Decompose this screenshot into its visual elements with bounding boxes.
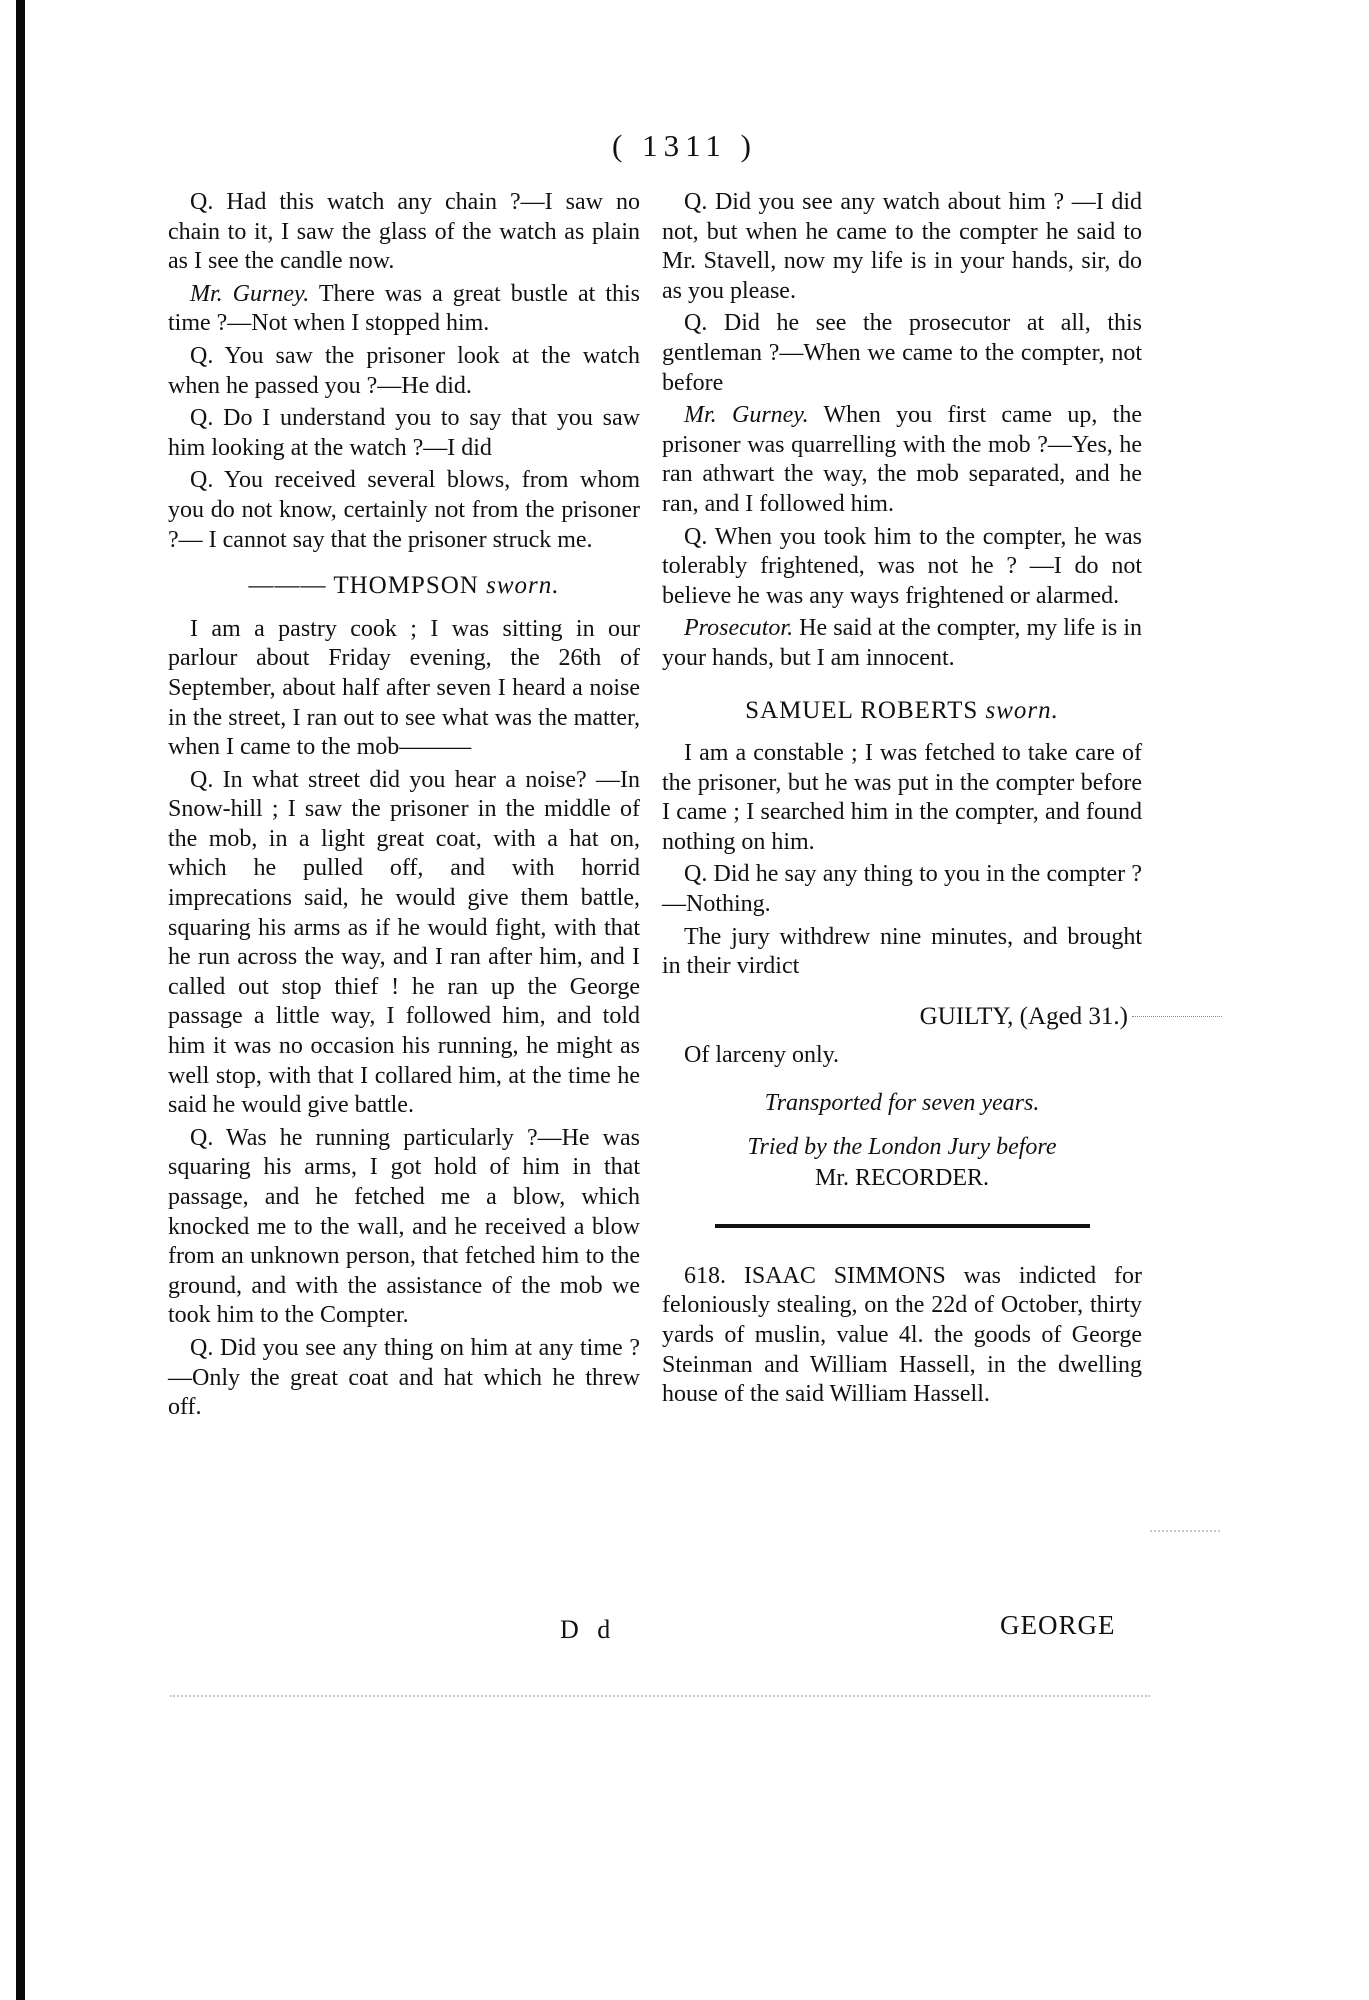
speaker-name: Prosecutor. — [684, 615, 794, 642]
binding-edge — [16, 0, 25, 2000]
right-column — [662, 188, 1142, 1413]
signature-mark: D d — [560, 1615, 617, 1644]
paragraph: Q. In what street did you hear a noise? —In Snow-hill ; I saw the prisoner in the middle of the mob, in a light great coat, with a hat on, which he pulled off, and with horrid imprecations said, he would give them battle, squaring his arms as if he would fight, with that he run across the way, and I ran after him, and I called out stop thief ! he ran up the George passage a little way, I followed him, and told him it was no occasion his running, he might as well stop, with that I collared him, at the time he said he would give battle. — [168, 766, 640, 1119]
paragraph-text: There was a great bustle at this time ?—Not when I stopped him. — [168, 280, 640, 337]
witness-heading — [662, 696, 1142, 726]
catchword: GEORGE — [1000, 1610, 1116, 1640]
witness-name: SAMUEL ROBERTS — [745, 696, 986, 724]
scan-specks — [170, 1695, 1150, 1697]
sworn-label: sworn. — [486, 572, 560, 600]
paragraph: Q. Did you see any watch about him ? —I did not, but when he came to the compter he said to Mr. Stavell, now my life is in your hands, sir, do as you please. — [662, 189, 1142, 304]
paragraph — [168, 280, 640, 339]
paragraph: The jury withdrew nine minutes, and brought in their virdict — [662, 923, 1142, 980]
paragraph: Q. Did he see the prosecutor at all, this gentleman ?—When we came to the compter, not before — [662, 310, 1142, 396]
paragraph-text: When you first came up, the prisoner was quarrelling with the mob ?—Yes, he ran athwart the way, the mob separated, and he ran, and I followed him. — [662, 402, 1142, 517]
witness-name: ——— THOMPSON — [248, 572, 487, 600]
page-number: ( 1311 ) — [612, 128, 757, 163]
sentence: Transported for seven years. — [764, 1090, 1040, 1117]
paragraph: Q. You saw the prisoner look at the watch when he passed you ?—He did. — [168, 342, 640, 399]
paragraph: Q. Was he running particularly ?—He was squaring his arms, I got hold of him in that passage, and he fetched me a blow, which knocked me to the wall, and he received a blow from an unknown person, that fetched him to the ground, and with the assistance of the mob we took him to the Compter. — [168, 1124, 640, 1329]
verdict-text: GUILTY, (Aged 31.) — [919, 1002, 1128, 1030]
left-column — [168, 188, 640, 1426]
paragraph: I am a constable ; I was fetched to take care of the prisoner, but he was put in the compter before I came ; I searched him in the compter, and found nothing on him. — [662, 740, 1142, 855]
tried-before-judge: Mr. RECORDER. — [814, 1165, 990, 1192]
paragraph: Q. Do I understand you to say that you saw him looking at the watch ?—I did — [168, 405, 640, 461]
witness-heading — [168, 571, 640, 601]
speaker-name: Mr. Gurney. — [684, 402, 809, 429]
paragraph: I am a pastry cook ; I was sitting in our parlour about Friday evening, the 26th of September, about half after seven I heard a noise in the street, I ran out to see what was the matter, when I came to the mob——— — [168, 615, 640, 761]
paragraph: Q. Did you see any thing on him at any time ?—Only the great coat and hat which he threw off. — [168, 1334, 640, 1421]
paragraph: Q. You received several blows, from whom you do not know, certainly not from the prisoner ?— I cannot say that the prisoner struck me. — [168, 467, 640, 553]
tried-before: Tried by the London Jury before — [747, 1133, 1057, 1160]
paragraph: Q. Had this watch any chain ?—I saw no chain to it, I saw the glass of the watch as plain as I see the candle now. — [168, 189, 640, 275]
margin-marks — [1150, 1530, 1220, 1532]
paragraph-text: He said at the compter, my life is in your hands, but I am innocent. — [662, 615, 1142, 671]
paragraph: Q. Did he say any thing to you in the compter ?—Nothing. — [662, 861, 1142, 918]
section-divider — [715, 1224, 1090, 1228]
paragraph: 618. ISAAC SIMMONS was indicted for feloniously stealing, on the 22d of October, thirty yards of muslin, value 4l. the goods of George Steinman and William Hassell, in the dwelling house of the said William Hassell. — [662, 1262, 1142, 1408]
paragraph — [662, 401, 1142, 519]
dotted-rule — [1132, 1016, 1222, 1017]
sworn-label: sworn. — [985, 696, 1059, 724]
speaker-name: Mr. Gurney. — [190, 280, 310, 307]
paragraph — [662, 614, 1142, 673]
paragraph: Q. When you took him to the compter, he was tolerably frightened, was not he ? —I do not believe he was any ways frightened or alarmed. — [662, 523, 1142, 609]
larceny-note: Of larceny only. — [684, 1042, 840, 1069]
verdict — [662, 1002, 1142, 1032]
